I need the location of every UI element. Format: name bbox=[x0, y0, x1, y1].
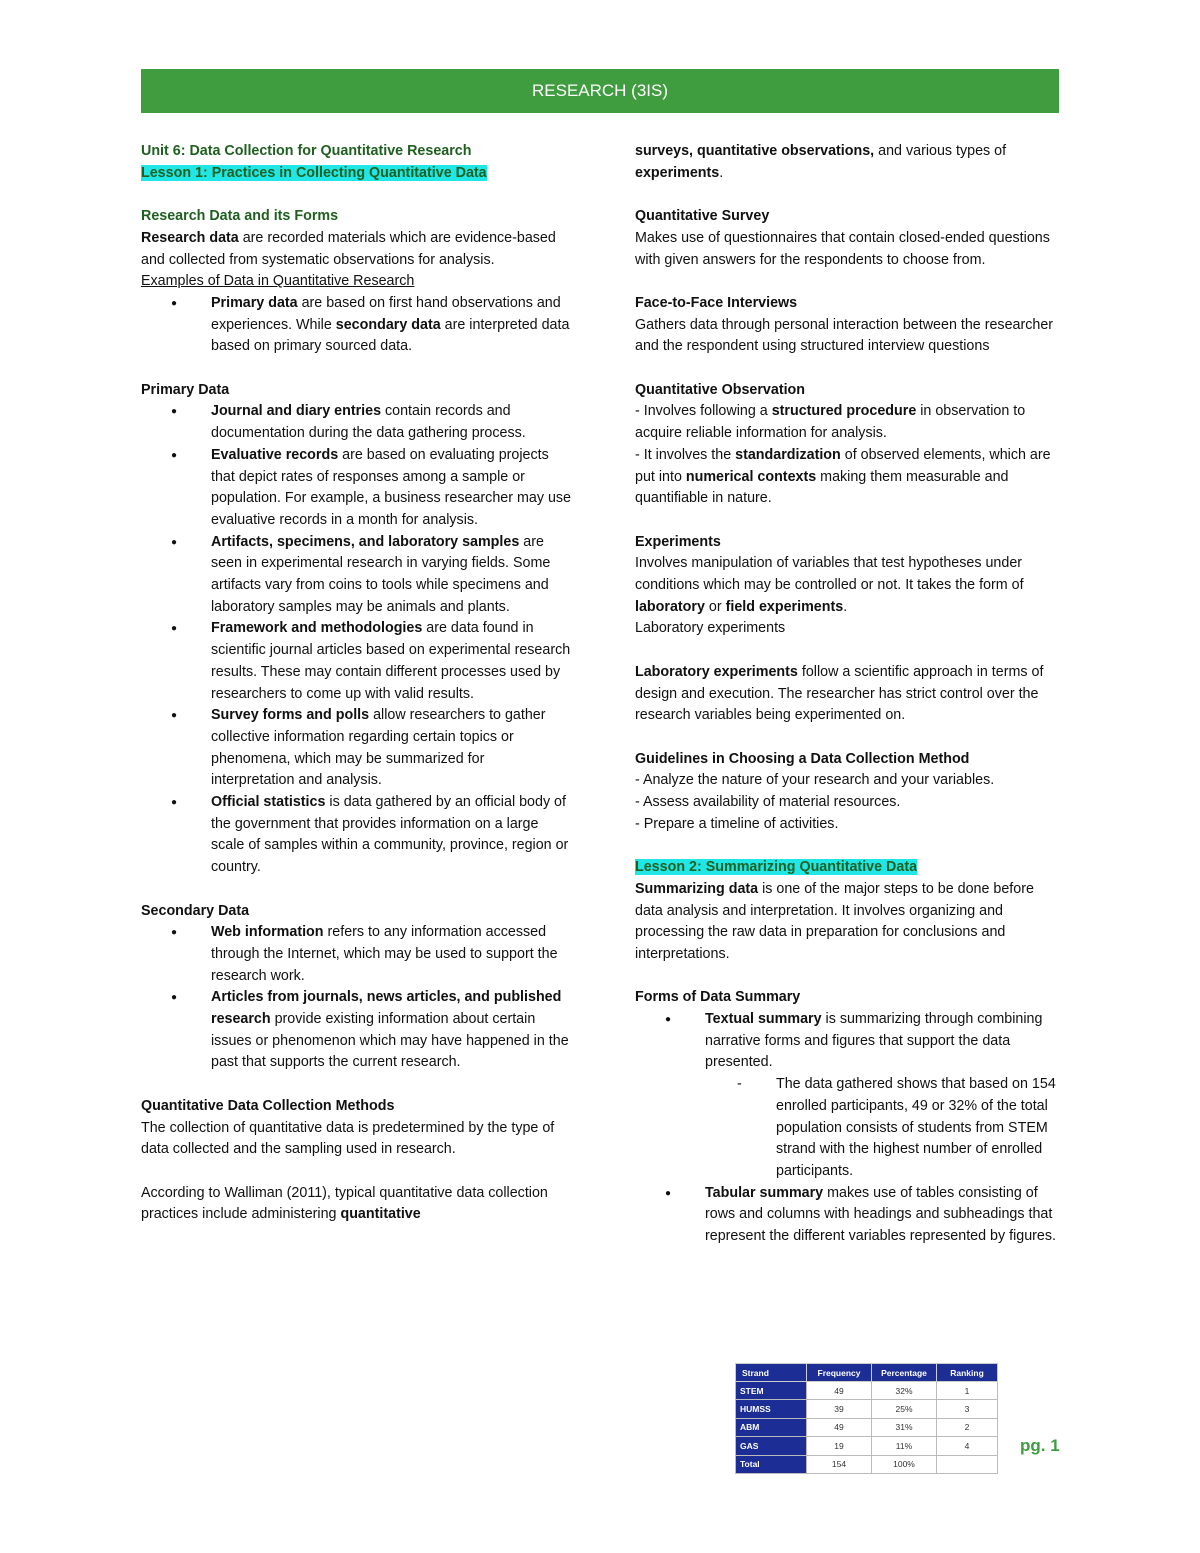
left-column bbox=[141, 141, 571, 1226]
table-header: Strand bbox=[736, 1364, 807, 1382]
summary-table bbox=[735, 1363, 998, 1474]
qdc-paragraph: The collection of quantitative data is predetermined by the type of data collected and the sampling used in research. bbox=[141, 1119, 555, 1158]
list-item: ● Primary data are based on first hand observations and experiences. While secondary data are interpreted data based on primary sourced data. bbox=[141, 293, 571, 358]
observation-line-1: - Involves following a structured procedure in observation to acquire reliable information for analysis. bbox=[635, 403, 1026, 442]
experiments-heading: Experiments bbox=[635, 533, 721, 550]
list-item: ● Tabular summary makes use of tables consisting of rows and columns with headings and subheadings that represent the different variables represented by figures. bbox=[635, 1183, 1060, 1248]
observation-line-2: - It involves the standardization of observed elements, which are put into numerical contexts making them measurable and quantifiable in nature. bbox=[635, 446, 1051, 507]
table-header: Ranking bbox=[937, 1364, 998, 1382]
research-data-heading: Research Data and its Forms bbox=[141, 208, 339, 225]
guidelines-heading: Guidelines in Choosing a Data Collection Method bbox=[635, 750, 970, 767]
list-item: ● Journal and diary entries contain records and documentation during the data gathering process. bbox=[141, 401, 571, 444]
right-column bbox=[635, 141, 1060, 1248]
lab-paragraph: Laboratory experiments follow a scientific approach in terms of design and execution. The researcher has strict control over the research variables being experimented on. bbox=[635, 663, 1044, 724]
experiments-paragraph: Involves manipulation of variables that test hypotheses under conditions which may be controlled or not. It takes the form of laboratory or field experiments. bbox=[635, 555, 1024, 615]
continuation-paragraph: surveys, quantitative observations, and various types of experiments. bbox=[635, 143, 1007, 181]
qdc-heading: Quantitative Data Collection Methods bbox=[141, 1097, 395, 1114]
lesson2-title: Lesson 2: Summarizing Quantitative Data bbox=[635, 859, 918, 876]
research-data-paragraph: Research data are recorded materials which are evidence-based and collected from systematic observations for analysis. bbox=[141, 229, 556, 268]
summarizing-paragraph: Summarizing data is one of the major steps to be done before data analysis and interpretation. It involves organizing and processing the raw data in preparation for conclusions and interpretations. bbox=[635, 880, 1034, 962]
table-row: ABM 49 31% 2 bbox=[736, 1418, 998, 1436]
survey-paragraph: Makes use of questionnaires that contain closed-ended questions with given answers for the respondents to choose from. bbox=[635, 229, 1050, 268]
list-item: ● Artifacts, specimens, and laboratory samples are seen in experimental research in varying fields. Some artifacts vary from coins to tools while specimens and laboratory samples may be animals and plants. bbox=[141, 532, 571, 619]
guideline-item: - Prepare a timeline of activities. bbox=[635, 815, 839, 832]
table-header: Percentage bbox=[872, 1364, 937, 1382]
list-item: ● Textual summary is summarizing through combining narrative forms and figures that support the data presented. - The data gathered shows that based on 154 enrolled participants, 49 or 32% of the total population consists of students from STEM strand with the highest number of enrolled participants. bbox=[635, 1009, 1060, 1183]
table-header: Frequency bbox=[807, 1364, 872, 1382]
unit-title: Unit 6: Data Collection for Quantitative Research bbox=[141, 143, 472, 159]
table-row: GAS 19 11% 4 bbox=[736, 1437, 998, 1455]
list-item: ● Survey forms and polls allow researchers to gather collective information regarding certain topics or phenomena, which may be summarized for interpretation and analysis. bbox=[141, 705, 571, 792]
list-item: ● Web information refers to any information accessed through the Internet, which may be used to support the research work. bbox=[141, 922, 571, 987]
list-item: ● Articles from journals, news articles, and published research provide existing information about certain issues or phenomenon which may have happened in the past that supports the current research. bbox=[141, 987, 571, 1074]
secondary-data-heading: Secondary Data bbox=[141, 902, 250, 919]
primary-data-heading: Primary Data bbox=[141, 381, 230, 398]
forms-list bbox=[635, 1009, 1060, 1248]
list-item: ● Official statistics is data gathered by an official body of the government that provides information on a large scale of samples within a community, province, region or country. bbox=[141, 792, 571, 879]
survey-heading: Quantitative Survey bbox=[635, 208, 770, 225]
table-row: STEM 49 32% 1 bbox=[736, 1382, 998, 1400]
header-title: RESEARCH (3IS) bbox=[531, 81, 669, 100]
examples-heading: Examples of Data in Quantitative Research bbox=[141, 273, 415, 290]
page-header bbox=[141, 69, 1059, 113]
f2f-paragraph: Gathers data through personal interaction between the researcher and the respondent using structured interview questions bbox=[635, 316, 1054, 355]
secondary-data-list bbox=[141, 922, 571, 1074]
table-row: Total 154 100% bbox=[736, 1455, 998, 1473]
table-row: HUMSS 39 25% 3 bbox=[736, 1400, 998, 1418]
list-item: ● Evaluative records are based on evaluating projects that depict rates of responses among a sample or population. For example, a business researcher may use evaluative records in a month for analysis. bbox=[141, 445, 571, 532]
guideline-item: - Analyze the nature of your research and your variables. bbox=[635, 772, 995, 789]
textual-example: - The data gathered shows that based on 154 enrolled participants, 49 or 32% of the total population consists of students from STEM strand with the highest number of enrolled participants. bbox=[705, 1074, 1060, 1183]
primary-data-list bbox=[141, 401, 571, 878]
page-number: pg. 1 bbox=[1020, 1436, 1060, 1455]
f2f-heading: Face-to-Face Interviews bbox=[635, 294, 798, 311]
walliman-paragraph: According to Walliman (2011), typical quantitative data collection practices include administering quantitative bbox=[141, 1184, 548, 1223]
lesson1-title: Lesson 1: Practices in Collecting Quantitative Data bbox=[141, 164, 487, 181]
lab-line: Laboratory experiments bbox=[635, 620, 786, 637]
observation-heading: Quantitative Observation bbox=[635, 381, 806, 398]
guideline-item: - Assess availability of material resources. bbox=[635, 794, 901, 810]
forms-heading: Forms of Data Summary bbox=[635, 989, 801, 1006]
list-item: ● Framework and methodologies are data found in scientific journal articles based on experimental research results. These may contain different processes used by researchers to come up with valid results. bbox=[141, 618, 571, 705]
